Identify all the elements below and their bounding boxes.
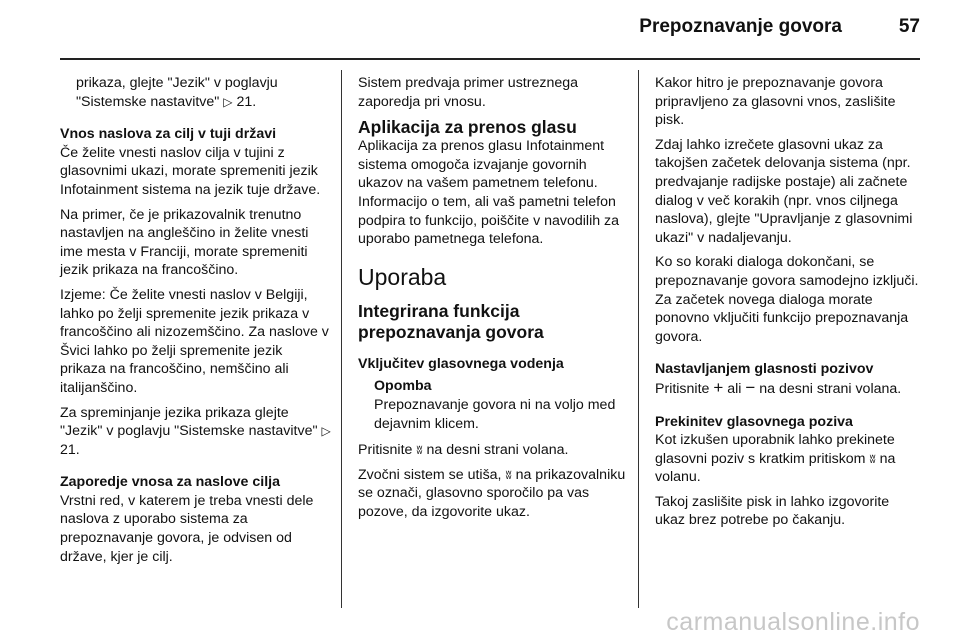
paragraph: prikaza, glejte "Jezik" v poglavju "Sistemske nastavitve" ▷ 21. — [76, 75, 278, 110]
page-header — [0, 0, 960, 58]
paragraph: Če želite vnesti naslov cilja v tujini z glasovnimi ukazi, morate spremeniti jezik Infotainment sistema na jezik tuje države. — [60, 144, 321, 198]
paragraph: Sistem predvaja primer ustreznega zaporedja pri vnosu. — [358, 75, 579, 110]
paragraph: Vrstni red, v katerem je treba vnesti dele naslova z uporabo sistema za prepoznavanje govora, je odvisen od države, kjer je cilj. — [60, 492, 314, 565]
column-divider-1 — [341, 70, 342, 608]
page-reference-icon: ▷ — [223, 94, 233, 109]
paragraph: Aplikacija za prenos glasu Infotainment sistema omogoča izvajanje govornih ukazov na vašem pametnem telefonu. Informacijo o tem, ali vaš pametni telefon podpira to funkcijo, poiščite v navodilih za uporabo pametnega telefona. — [358, 138, 620, 248]
watermark: carmanualsonline.info — [666, 608, 920, 636]
page-title: Prepoznavanje govora — [639, 16, 842, 37]
section-heading: Vključitev glasovnega vodenja — [358, 355, 564, 372]
paragraph: Izjeme: Če želite vnesti naslov v Belgiji, lahko po želji spremenite jezik prikaza v francoščino ali nizozemščino. Za naslove v Švici lahko po želji spremenite jezik prikaza na francoščino, nemščino ali italijanščino. — [60, 286, 329, 396]
paragraph: Kot izkušen uporabnik lahko prekinete glasovni poziv s kratkim pritiskom ʬ na volanu. — [655, 432, 896, 486]
column-2 — [358, 74, 628, 528]
paragraph: Ko so koraki dialoga dokončani, se prepoznavanje govora samodejno izključi. Za začetek novega dialoga morate ponovno vključiti funkcijo prepoznavanja govora. — [655, 254, 919, 345]
minus-icon: − — [745, 377, 756, 397]
plus-icon: + — [713, 377, 724, 397]
note-title: Opomba — [374, 378, 432, 395]
paragraph: Kakor hitro je prepoznavanje govora pripravljeno za glasovni vnos, zaslišite pisk. — [655, 75, 896, 129]
paragraph: Zvočni sistem se utiša, ʬ na prikazovalniku se označi, glasovno sporočilo pa vas pozove, da izgovorite ukaz. — [358, 466, 626, 520]
column-1 — [60, 74, 332, 572]
voice-control-icon: ʬ — [416, 443, 423, 458]
section-heading: Nastavljanjem glasnosti pozivov — [655, 361, 874, 378]
page-reference-link[interactable]: 21. — [236, 93, 257, 110]
column-divider-2 — [638, 70, 639, 608]
subsection-heading: Integrirana funkcija prepoznavanja govora — [358, 300, 544, 342]
paragraph: Na primer, če je prikazovalnik trenutno nastavljen na angleščino in želite vnesti ime mesta v Franciji, morate spremeniti jezik prikaza na francoščino. — [60, 206, 309, 279]
note-text: Prepoznavanje govora ni na voljo med dejavnim klicem. — [374, 396, 616, 432]
chapter-heading: Uporaba — [358, 263, 447, 290]
voice-control-icon: ʬ — [505, 467, 512, 482]
section-heading: Prekinitev glasovnega poziva — [655, 413, 853, 430]
section-heading: Vnos naslova za cilj v tuji državi — [60, 126, 277, 143]
paragraph: Pritisnite ʬ na desni strani volana. — [358, 442, 569, 459]
paragraph: Za spreminjanje jezika prikaza glejte "Jezik" v poglavju "Sistemske nastavitve" ▷ 21. — [60, 404, 331, 458]
column-3 — [655, 74, 923, 536]
voice-control-icon: ʬ — [869, 451, 876, 466]
section-heading: Zaporedje vnosa za naslove cilja — [60, 474, 280, 491]
page-reference-link[interactable]: 21. — [60, 441, 80, 458]
section-heading: Aplikacija za prenos glasu — [358, 117, 577, 138]
header-divider — [60, 58, 920, 60]
paragraph: Zdaj lahko izrečete glasovni ukaz za takojšen začetek delovanja sistema (npr. predvajanje radijske postaje) ali začnete dialog v več korakih (npr. vnos ciljnega naslova), glejte "Upravljanje z glasovnimi ukazi" v nadaljevanju. — [655, 136, 913, 246]
paragraph: Pritisnite + ali − na desni strani volana. — [655, 377, 902, 397]
page-number: 57 — [898, 16, 920, 37]
note-box — [358, 377, 628, 433]
page-reference-icon: ▷ — [321, 424, 331, 439]
paragraph: Takoj zaslišite pisk in lahko izgovorite ukaz brez potrebe po čakanju. — [655, 493, 890, 529]
